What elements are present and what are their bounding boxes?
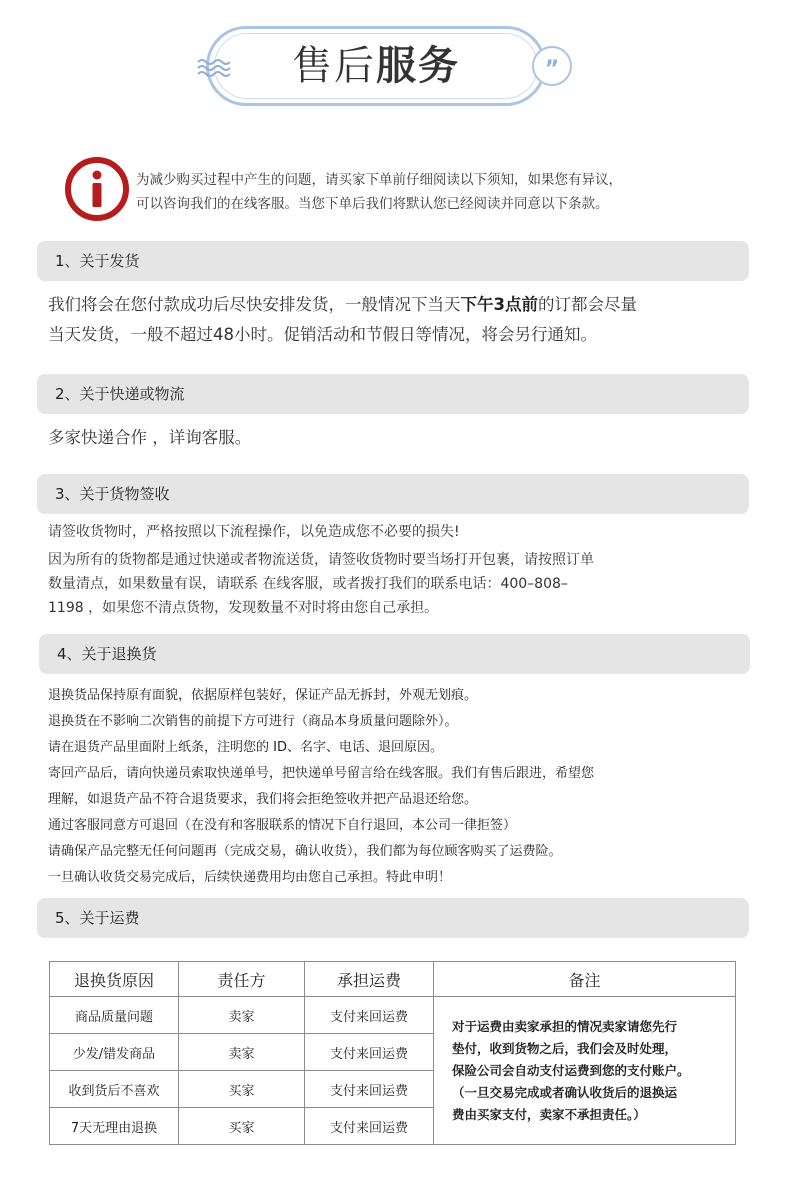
note-line: （一旦交易完成或者确认收货后的退换运 (452, 1084, 678, 1100)
wave-icon (196, 56, 230, 78)
table-cell: 收到货后不喜欢 (50, 1071, 179, 1108)
body-line: 多家快递合作 ，详询客服。 (48, 428, 252, 447)
section-header-courier (37, 374, 749, 414)
table-row (50, 997, 736, 1034)
body-line: 请签收货物时，严格按照以下流程操作，以免造成您不必要的损失! (48, 524, 460, 540)
column-header: 备注 (434, 962, 736, 997)
note-line: 垫付，收到货物之后，我们会及时处理， (452, 1040, 678, 1056)
note-line: 费由买家支付，卖家不承担责任。） (452, 1106, 646, 1122)
table-cell: 支付来回运费 (305, 1071, 434, 1108)
body-line: 因为所有的货物都是通过快递或者物流送货，请签收货物时要当场打开包裹，请按照订单 (48, 552, 594, 568)
body-line: 一旦确认收货交易完成后，后续快递费用均由您自己承担。特此申明！ (48, 870, 452, 885)
body-line: 数量清点，如果数量有误，请联系 在线客服，或者拨打我们的联系电话：400–808– (48, 576, 568, 592)
section-title: 1、关于发货 (55, 252, 140, 270)
section-body-receipt (48, 520, 594, 620)
body-line: 请确保产品完整无任何问题再（完成交易，确认收货），我们都为每位顾客购买了运费险。 (48, 844, 562, 859)
highlight-text: 下午3点前 (460, 295, 538, 314)
table-cell: 支付来回运费 (305, 1034, 434, 1071)
body-line: 寄回产品后，请向快递员索取快递单号，把快递单号留言给在线客服。我们有售后跟进，希望您 (48, 766, 595, 781)
table-cell: 卖家 (179, 997, 305, 1034)
body-line: 退换货在不影响二次销售的前提下方可进行（商品本身质量问题除外）。 (48, 714, 458, 729)
body-line: 退换货品保持原有面貌，依据原样包装好，保证产品无拆封，外观无划痕。 (48, 688, 478, 703)
notice-text (136, 168, 736, 216)
body-line: 当天发货，一般不超过48小时。促销活动和节假日等情况，将会另行通知。 (48, 325, 597, 344)
page-title-light: 售后 (292, 43, 376, 89)
table-cell: 卖家 (179, 1034, 305, 1071)
notice-line: 为减少购买过程中产生的问题，请买家下单前仔细阅读以下须知，如果您有异议， (136, 172, 622, 188)
quote-icon: ” (532, 46, 572, 86)
table-cell: 支付来回运费 (305, 997, 434, 1034)
column-header: 退换货原因 (50, 962, 179, 997)
note-line: 保险公司会自动支付运费到您的支付账户。 (452, 1062, 690, 1078)
column-header: 责任方 (179, 962, 305, 997)
freight-table (49, 961, 736, 1145)
section-title: 2、关于快递或物流 (55, 385, 185, 403)
section-header-receipt (37, 474, 749, 514)
table-cell: 支付来回运费 (305, 1108, 434, 1145)
table-cell: 买家 (179, 1108, 305, 1145)
section-header-returns (39, 634, 750, 674)
column-header: 承担运费 (305, 962, 434, 997)
note-line: 对于运费由卖家承担的情况卖家请您先行 (452, 1018, 678, 1034)
section-body-shipping (48, 290, 637, 350)
section-body-courier (48, 423, 251, 453)
info-icon (64, 156, 130, 222)
body-line: 通过客服同意方可退回（在没有和客服联系的情况下自行退回，本公司一律拒签） (48, 818, 517, 833)
body-line: 理解，如退货产品不符合退货要求，我们将会拒绝签收并把产品退还给您。 (48, 792, 478, 807)
table-cell: 少发/错发商品 (50, 1034, 179, 1071)
section-title: 3、关于货物签收 (55, 485, 170, 503)
section-header-freight (37, 898, 749, 938)
table-cell: 商品质量问题 (50, 997, 179, 1034)
body-text: 的订都会尽量 (537, 295, 637, 314)
section-title: 4、关于退换货 (57, 645, 157, 663)
page-title (206, 38, 546, 94)
page-title-bold: 服务 (376, 43, 460, 89)
section-body-returns (48, 683, 594, 891)
table-note-cell (434, 997, 736, 1145)
table-cell: 7天无理由退换 (50, 1108, 179, 1145)
table-header-row (50, 962, 736, 997)
notice-line: 可以咨询我们的在线客服。当您下单后我们将默认您已经阅读并同意以下条款。 (136, 196, 609, 212)
table-cell: 买家 (179, 1071, 305, 1108)
section-title: 5、关于运费 (55, 909, 140, 927)
body-line: 请在退货产品里面附上纸条，注明您的 ID、名字、电话、退回原因。 (48, 740, 443, 755)
section-header-shipping (37, 241, 749, 281)
body-line: 1198 ，如果您不清点货物，发现数量不对时将由您自己承担。 (48, 600, 439, 616)
body-line (48, 290, 637, 320)
body-text: 我们将会在您付款成功后尽快安排发货，一般情况下当天 (48, 295, 461, 314)
